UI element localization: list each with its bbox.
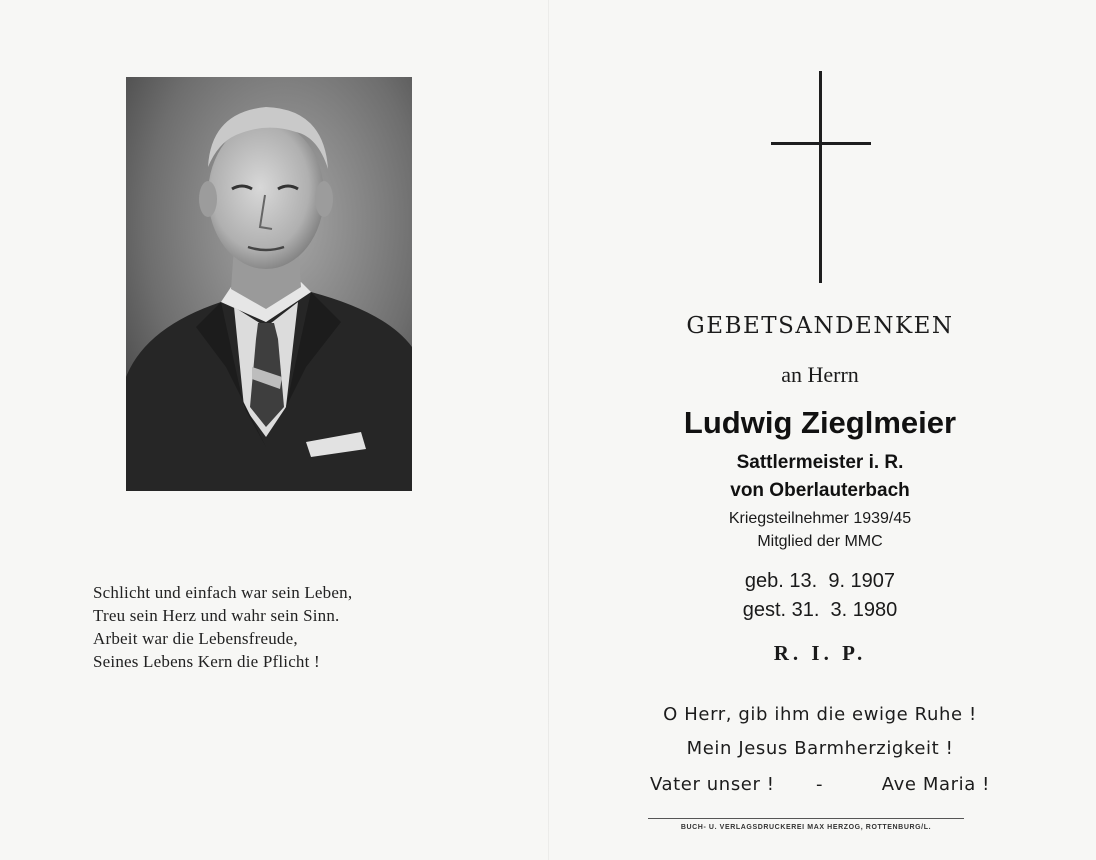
- poem-line: Seines Lebens Kern die Pflicht !: [93, 652, 320, 671]
- membership-note: Mitglied der MMC: [757, 533, 883, 550]
- cross-vertical-bar: [819, 71, 822, 283]
- card-heading: GEBETSANDENKEN: [686, 313, 954, 339]
- cross-horizontal-bar: [771, 142, 871, 145]
- deceased-name: Ludwig Zieglmeier: [683, 405, 957, 440]
- birth-date: geb. 13. 9. 1907: [744, 570, 896, 592]
- printer-imprint: BUCH- U. VERLAGSDRUCKEREI MAX HERZOG, ROTTENBURG/L.: [680, 824, 932, 831]
- prayer-line-1: O Herr, gib ihm die ewige Ruhe !: [663, 704, 977, 725]
- poem-line: Arbeit war die Lebensfreude,: [93, 629, 298, 648]
- prayer-line-2: Mein Jesus Barmherzigkeit !: [686, 738, 954, 759]
- poem-line: Schlicht und einfach war sein Leben,: [93, 583, 353, 602]
- rip-text: R. I. P.: [773, 641, 867, 665]
- occupation: Sattlermeister i. R.: [736, 452, 904, 473]
- prayer-vater-unser: Vater unser !: [650, 774, 775, 795]
- poem-line: Treu sein Herz und wahr sein Sinn.: [93, 606, 340, 625]
- footer-rule: [648, 818, 964, 819]
- origin: von Oberlauterbach: [730, 480, 910, 501]
- veteran-note: Kriegsteilnehmer 1939/45: [728, 510, 912, 527]
- prayer-line-3: [650, 774, 990, 800]
- card-fold: [548, 0, 549, 860]
- prayer-ave-maria: Ave Maria !: [881, 774, 990, 795]
- prayer-dash: -: [816, 774, 824, 795]
- salutation: an Herrn: [781, 362, 859, 387]
- memorial-poem: [93, 581, 493, 673]
- life-dates: [580, 567, 1060, 625]
- death-date: gest. 31. 3. 1980: [742, 599, 898, 621]
- portrait-image: [126, 77, 412, 491]
- portrait-photo: [126, 77, 412, 491]
